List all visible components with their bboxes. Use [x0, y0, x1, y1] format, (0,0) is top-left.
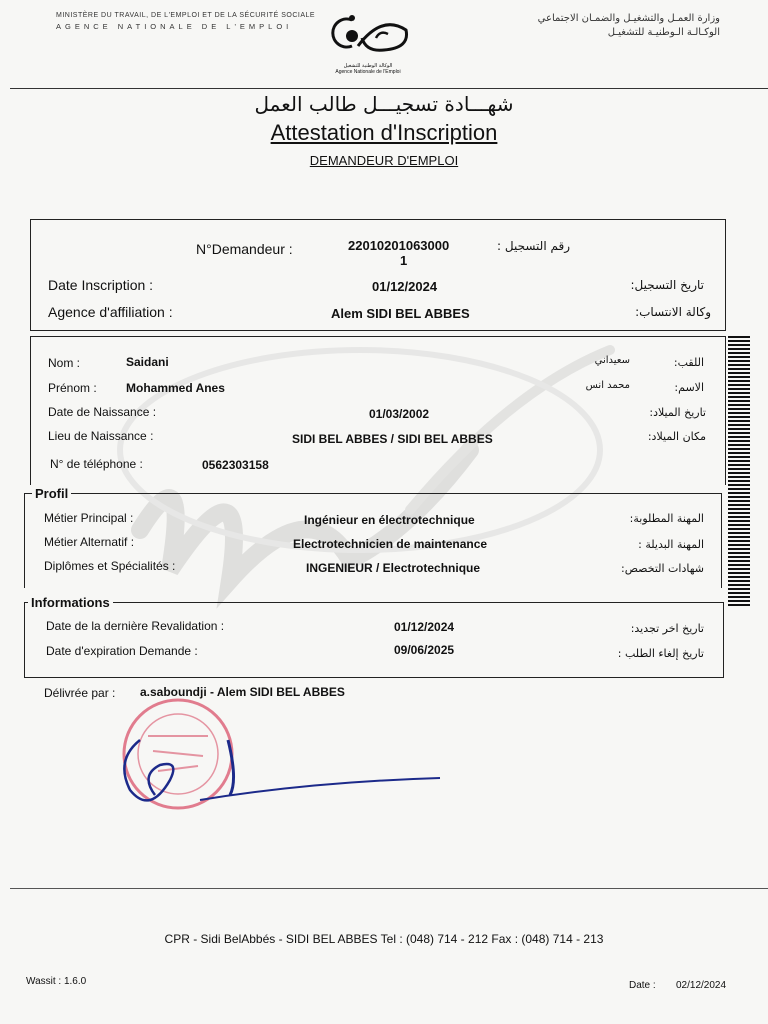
prenom-label-ar: الاسم:	[674, 381, 704, 394]
prenom-label: Prénom :	[48, 381, 97, 395]
signature-icon	[110, 720, 450, 810]
pob-label: Lieu de Naissance :	[48, 429, 154, 443]
print-date-value: 02/12/2024	[676, 980, 727, 991]
informations-section-title: Informations	[28, 595, 113, 610]
revalidation-label: Date de la dernière Revalidation :	[46, 619, 225, 633]
metier-principal-value: Ingénieur en électrotechnique	[304, 513, 475, 527]
anem-logo-icon	[322, 8, 414, 58]
tel-value: 0562303158	[202, 458, 269, 472]
diplomes-label-ar: شهادات التخصص:	[621, 562, 704, 575]
date-inscription-label-ar: تاريخ التسجيل:	[630, 278, 704, 292]
ministry-name-ar: وزارة العمـل والتشغيـل والضمـان الاجتماعي	[537, 13, 720, 24]
delivered-label: Délivrée par :	[44, 686, 116, 700]
logo-caption-fr: Agence Nationale de l'Emploi	[335, 69, 401, 75]
demandeur-number-suffix: 1	[400, 253, 408, 268]
delivered-value: a.saboundji - Alem SIDI BEL ABBES	[140, 685, 345, 699]
prenom-value-ar: محمد انس	[585, 380, 630, 391]
header-divider	[10, 88, 768, 89]
ministry-header-fr	[56, 10, 315, 32]
metier-alternatif-value: Electrotechnicien de maintenance	[293, 537, 488, 551]
expiration-label: Date d'expiration Demande :	[46, 644, 198, 658]
date-inscription-label: Date Inscription :	[48, 277, 154, 293]
expiration-label-ar: تاريخ إلغاء الطلب :	[617, 647, 704, 660]
ministry-name-fr: MINISTÈRE DU TRAVAIL, DE L'EMPLOI ET DE LA SÉCURITÉ SOCIALE	[56, 12, 316, 19]
pob-value: SIDI BEL ABBES / SIDI BEL ABBES	[292, 432, 493, 446]
agency-label-ar: وكالة الانتساب:	[635, 305, 711, 319]
subtitle: DEMANDEUR D'EMPLOI	[309, 153, 459, 168]
nom-label-ar: اللقب:	[673, 356, 704, 369]
pob-label-ar: مكان الميلاد:	[647, 430, 706, 443]
nom-label: Nom :	[48, 356, 81, 370]
ministry-header-ar	[538, 12, 720, 40]
anem-logo	[322, 8, 414, 78]
footer-divider	[10, 888, 768, 889]
logo-caption-ar: الوكالة الوطنية للتشغيل	[343, 63, 393, 69]
metier-principal-label: Métier Principal :	[44, 511, 134, 525]
demandeur-label-ar: رقم التسجيل :	[497, 239, 570, 253]
metier-principal-label-ar: المهنة المطلوبة:	[629, 512, 704, 525]
metier-alternatif-label-ar: المهنة البديلة :	[638, 538, 704, 551]
dob-value: 01/03/2002	[369, 407, 430, 421]
dob-label: Date de Naissance :	[48, 405, 157, 419]
title-fr: Attestation d'Inscription	[270, 120, 498, 145]
prenom-value: Mohammed Anes	[126, 381, 225, 395]
title-ar: شهـــادة تسجيـــل طالب العمل	[254, 92, 514, 116]
print-date-label: Date :	[629, 980, 656, 991]
version-label: Wassit : 1.6.0	[26, 976, 87, 987]
revalidation-value: 01/12/2024	[394, 620, 455, 634]
footer-address: CPR - Sidi BelAbbés - SIDI BEL ABBES Tel : (048) 714 - 212 Fax : (048) 714 - 213	[164, 932, 604, 946]
diplomes-label: Diplômes et Spécialités :	[44, 559, 176, 573]
agency-label: Agence d'affiliation :	[48, 304, 173, 320]
metier-alternatif-label: Métier Alternatif :	[44, 535, 135, 549]
demandeur-number: 22010201063000	[348, 238, 450, 253]
demandeur-label: N°Demandeur :	[196, 241, 293, 257]
nom-value-ar: سعيداني	[594, 355, 630, 366]
agency-name-ar: الوكـالـة الـوطنيـة للتشغيـل	[607, 27, 720, 38]
barcode	[728, 336, 750, 608]
dob-label-ar: تاريخ الميلاد:	[649, 406, 706, 419]
expiration-value: 09/06/2025	[394, 643, 455, 657]
profil-section-title: Profil	[32, 486, 71, 501]
informations-box	[24, 602, 724, 678]
tel-label: N° de téléphone :	[50, 457, 143, 471]
diplomes-value: INGENIEUR / Electrotechnique	[306, 561, 481, 575]
agency-value: Alem SIDI BEL ABBES	[331, 306, 470, 321]
revalidation-label-ar: تاريخ اخر تجديد:	[630, 622, 704, 635]
agency-name-fr: AGENCE NATIONALE DE L'EMPLOI	[56, 22, 293, 31]
nom-value: Saidani	[126, 355, 169, 369]
date-inscription-value: 01/12/2024	[372, 279, 438, 294]
